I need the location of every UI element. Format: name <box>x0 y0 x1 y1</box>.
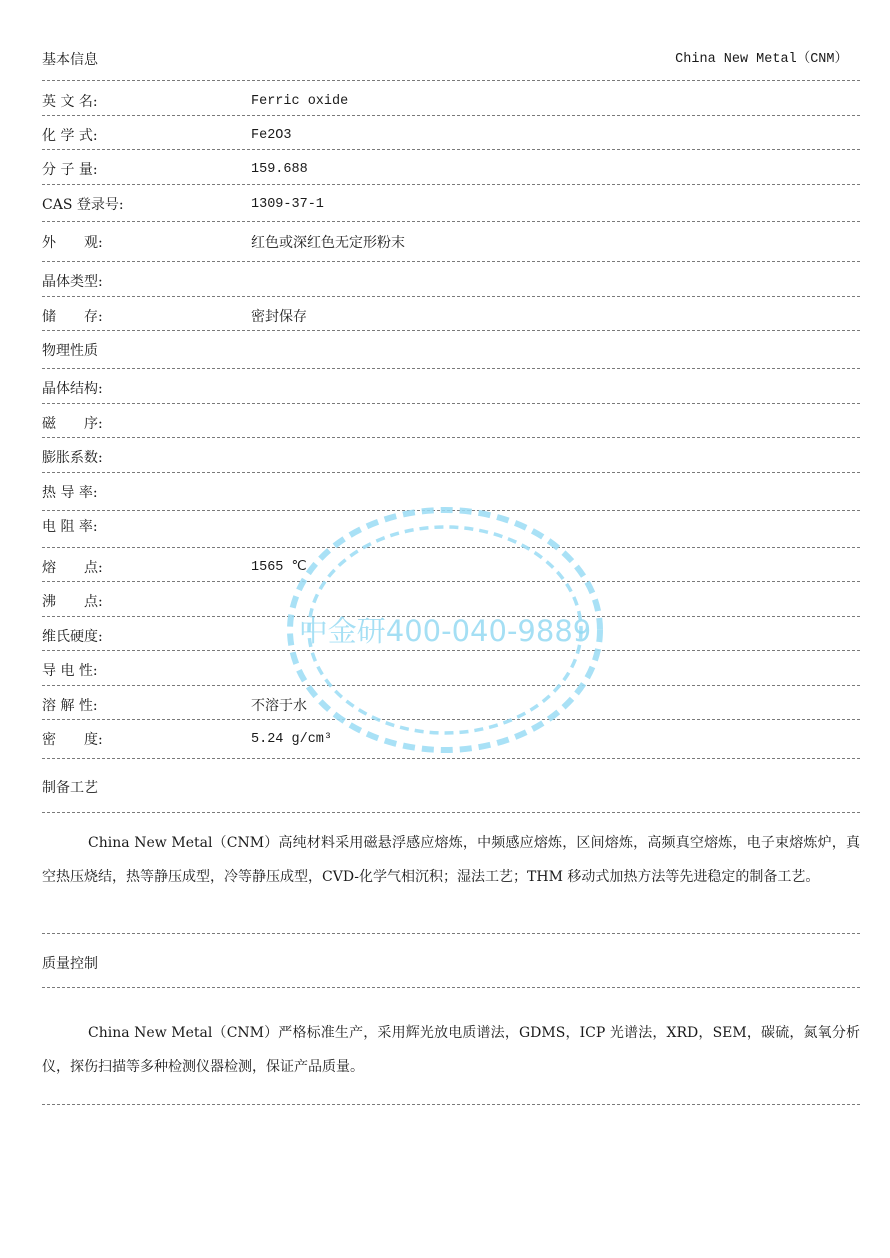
row-value-storage: 密封保存 <box>251 309 307 325</box>
row-label-english-name: 英 文 名: <box>42 94 98 110</box>
divider <box>42 149 860 150</box>
row-label-solubility: 溶 解 性: <box>42 698 98 714</box>
divider <box>42 933 860 934</box>
row-label-resistivity: 电 阻 率: <box>42 519 98 535</box>
row-value-english-name: Ferric oxide <box>251 94 349 109</box>
stamp-ellipse-icon <box>285 505 605 755</box>
divider <box>42 221 860 222</box>
divider <box>42 758 860 759</box>
divider <box>42 115 860 116</box>
divider <box>42 296 860 297</box>
row-value-formula: Fe2O3 <box>251 128 292 143</box>
row-label-storage: 储 存: <box>42 309 103 325</box>
row-label-cas: CAS 登录号: <box>42 197 124 213</box>
divider <box>42 510 860 511</box>
row-value-density: 5.24 g/cm³ <box>251 732 333 747</box>
divider <box>42 437 860 438</box>
divider <box>42 261 860 262</box>
divider <box>42 368 860 369</box>
divider <box>42 1104 860 1105</box>
watermark-stamp <box>285 505 605 755</box>
row-label-boiling-point: 沸 点: <box>42 594 103 610</box>
row-value-solubility: 不溶于水 <box>251 698 307 714</box>
row-label-formula: 化 学 式: <box>42 128 98 144</box>
preparation-paragraph: China New Metal（CNM）高纯材料采用磁悬浮感应熔炼，中频感应熔炼，区间熔炼，高频真空熔炼，电子束熔炼炉，真空热压烧结，热等静压成型，冷等静压成型，CVD-化学气相沉积；湿法工艺；THM 移动式加热方法等先进稳定的制备工艺。 <box>42 835 860 885</box>
divider <box>42 403 860 404</box>
row-label-melting-point: 熔 点: <box>42 560 103 576</box>
row-label-density: 密 度: <box>42 732 103 748</box>
preparation-heading: 制备工艺 <box>42 780 98 796</box>
divider <box>42 719 860 720</box>
row-value-appearance: 红色或深红色无定形粉末 <box>251 235 405 251</box>
divider <box>42 80 860 81</box>
basic-info-heading: 基本信息 <box>42 52 98 68</box>
divider <box>42 812 860 813</box>
row-label-molecular-weight: 分 子 量: <box>42 162 98 178</box>
quality-control-heading: 质量控制 <box>42 956 98 972</box>
row-value-melting-point: 1565 ℃ <box>251 560 307 575</box>
divider <box>42 685 860 686</box>
divider <box>42 184 860 185</box>
row-label-appearance: 外 观: <box>42 235 103 251</box>
divider <box>42 616 860 617</box>
divider <box>42 650 860 651</box>
row-label-magnetic-order: 磁 序: <box>42 416 103 432</box>
quality-control-paragraph: China New Metal（CNM）严格标准生产，采用辉光放电质谱法，GDMS，ICP 光谱法，XRD，SEM，碳硫，氮氧分析仪，探伤扫描等多种检测仪器检测，保证产品质量。 <box>42 1025 860 1075</box>
divider <box>42 330 860 331</box>
watermark-text: 中金研400-040-9889 <box>298 614 592 648</box>
divider <box>42 472 860 473</box>
physical-props-heading: 物理性质 <box>42 343 98 359</box>
row-label-conductivity: 导 电 性: <box>42 663 98 679</box>
divider <box>42 547 860 548</box>
company-name: China New Metal（CNM） <box>675 52 848 67</box>
row-label-crystal-structure: 晶体结构: <box>42 381 103 397</box>
row-value-molecular-weight: 159.688 <box>251 162 308 177</box>
row-label-vickers-hardness: 维氏硬度: <box>42 629 103 645</box>
row-label-thermal-conductivity: 热 导 率: <box>42 485 98 501</box>
divider <box>42 581 860 582</box>
row-value-cas: 1309-37-1 <box>251 197 324 212</box>
divider <box>42 987 860 988</box>
row-label-crystal-type: 晶体类型: <box>42 274 103 290</box>
row-label-expansion-coefficient: 膨胀系数: <box>42 450 103 466</box>
